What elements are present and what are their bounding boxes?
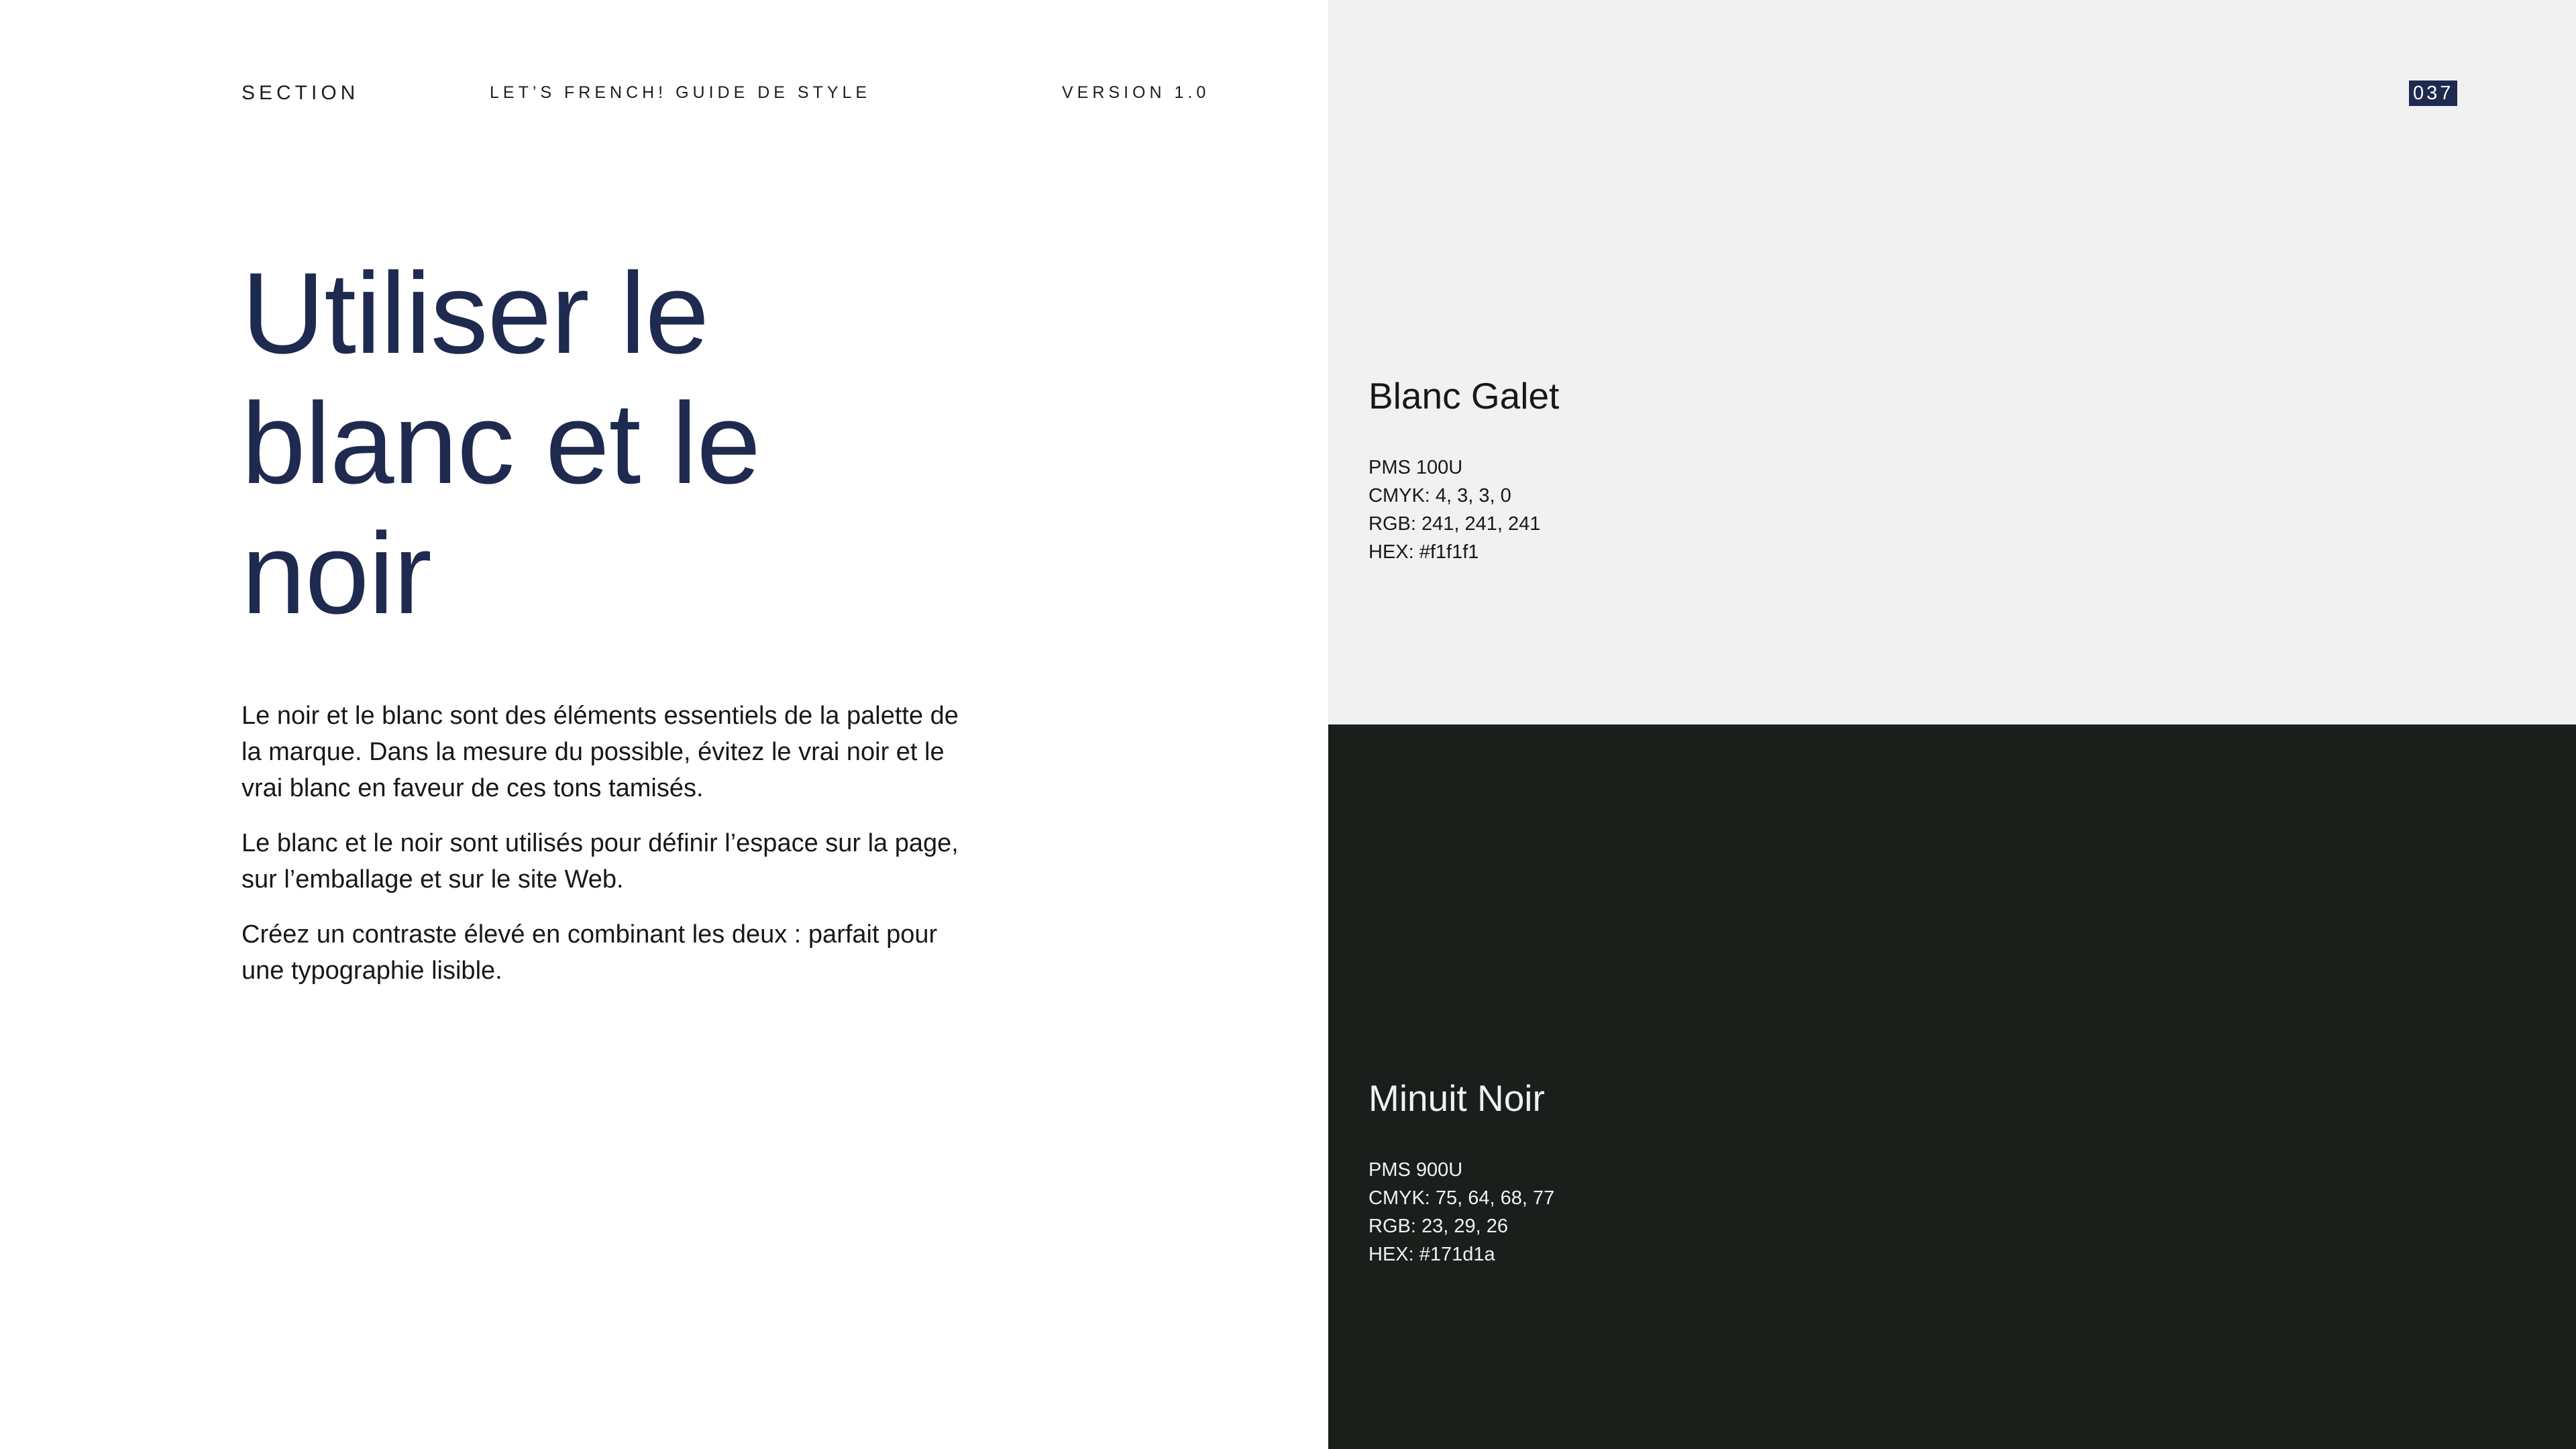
section-label: SECTION: [241, 82, 360, 104]
body-paragraph-3: Créez un contraste élevé en combinant les deux : parfait pour une typographie lisible.: [241, 920, 938, 985]
swatch-rgb: RGB: 23, 29, 26: [1368, 1216, 1508, 1237]
page-title: Utiliser le blanc et le noir: [241, 249, 761, 638]
swatch-hex: HEX: #171d1a: [1368, 1244, 1495, 1265]
swatch-cmyk: CMYK: 4, 3, 3, 0: [1368, 485, 1511, 506]
swatch-blanc-galet: [1328, 0, 2576, 724]
body-text: [241, 698, 973, 1008]
body-paragraph-2: Le blanc et le noir sont utilisés pour définir l’espace sur la page, sur l’emballage et sur le site Web.: [241, 829, 959, 894]
body-paragraph-1: Le noir et le blanc sont des éléments essentiels de la palette de la marque. Dans la mesure du possible, évitez le vrai noir et le vrai blanc en faveur de ces tons tamisés.: [241, 702, 959, 802]
swatch-hex: HEX: #f1f1f1: [1368, 541, 1479, 563]
version-label: VERSION 1.0: [1062, 83, 1210, 102]
swatch-specs: [1368, 1156, 1554, 1269]
swatch-minuit-noir: [1328, 724, 2576, 1449]
swatch-cmyk: CMYK: 75, 64, 68, 77: [1368, 1187, 1555, 1209]
swatch-name: Blanc Galet: [1368, 375, 1560, 417]
swatch-pms: PMS 100U: [1368, 457, 1463, 478]
page-number-badge: 037: [2409, 80, 2457, 106]
swatch-specs: [1368, 453, 1540, 566]
swatch-name: Minuit Noir: [1368, 1077, 1545, 1119]
swatch-rgb: RGB: 241, 241, 241: [1368, 513, 1541, 535]
swatch-pms: PMS 900U: [1368, 1159, 1463, 1181]
guide-title: LET’S FRENCH! GUIDE DE STYLE: [490, 83, 871, 102]
